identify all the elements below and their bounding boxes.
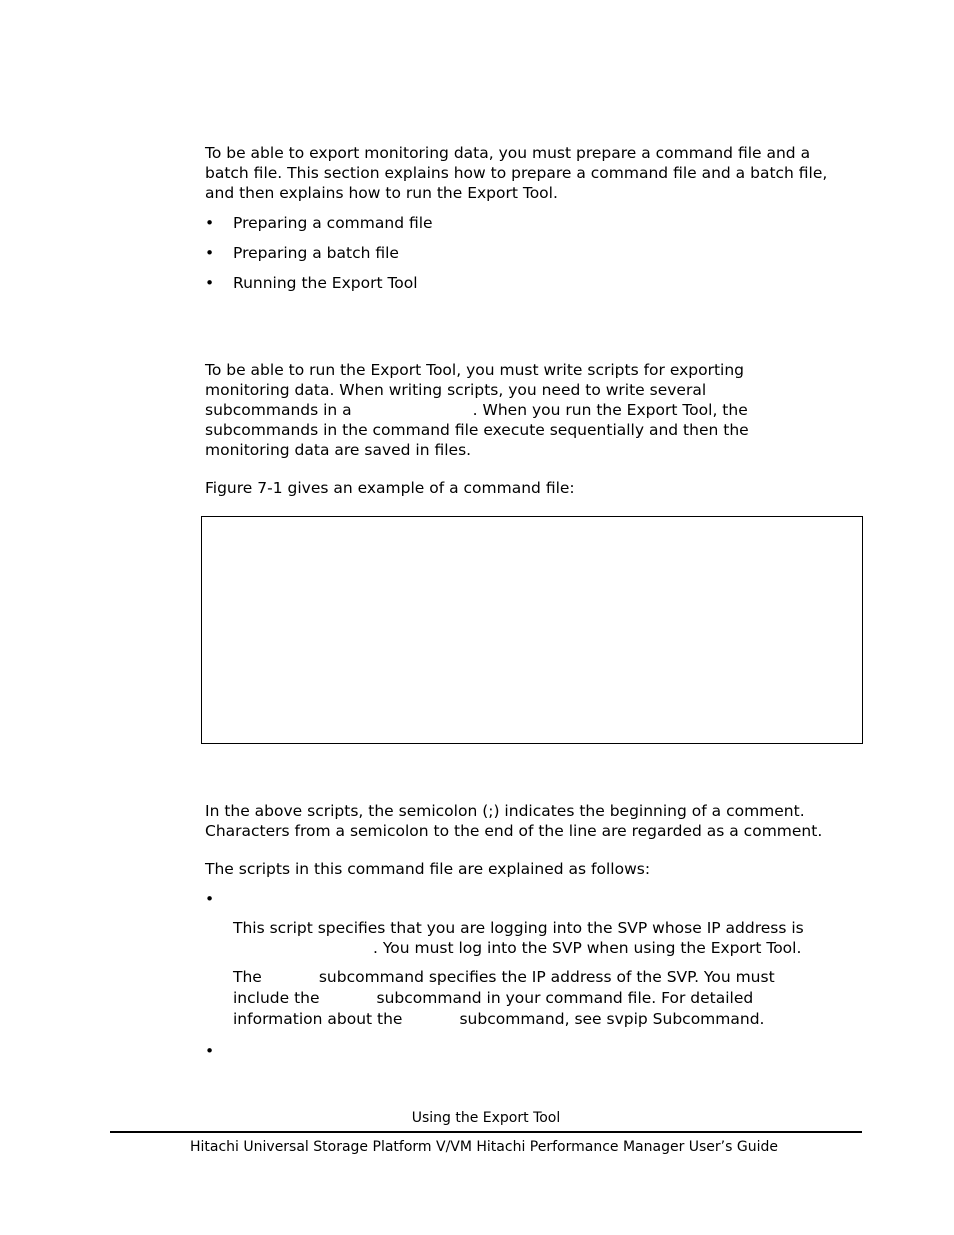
footer-divider	[110, 1131, 862, 1133]
svpip-line-1-start: The	[233, 968, 262, 986]
bullet-icon: •	[205, 1042, 215, 1060]
command-file-example-box	[201, 516, 863, 744]
figure-caption: Figure 7-1 gives an example of a command file:	[205, 479, 575, 497]
list-item-label: Preparing a command file	[233, 214, 433, 232]
intro-line-1: To be able to export monitoring data, you must prepare a command file and a	[205, 144, 811, 162]
cmd-para-line-3	[205, 400, 748, 420]
svpip-line-1	[233, 967, 775, 988]
cmd-para-line-3-start: subcommands in a	[205, 401, 352, 419]
svpip-line-2-start: include the	[233, 989, 320, 1007]
comment-para-line-2: Characters from a semicolon to the end of the line are regarded as a comment.	[205, 822, 823, 840]
cmd-para-line-2: monitoring data. When writing scripts, you need to write several	[205, 381, 707, 399]
bullet-icon: •	[205, 244, 215, 262]
svpip-line-2	[233, 988, 753, 1009]
svpip-line-3-end: subcommand, see svpip Subcommand.	[459, 1010, 765, 1028]
cmd-para-line-4: subcommands in the command file execute sequentially and then the	[205, 421, 749, 439]
bullet-icon: •	[205, 890, 215, 908]
bullet-icon: •	[205, 214, 215, 232]
intro-line-3: and then explains how to run the Export Tool.	[205, 184, 558, 202]
comment-para-line-1: In the above scripts, the semicolon (;) indicates the beginning of a comment.	[205, 802, 805, 820]
scripts-intro: The scripts in this command file are explained as follows:	[205, 860, 651, 878]
footer-guide-title: Hitachi Universal Storage Platform V/VM Hitachi Performance Manager User’s Guide	[190, 1139, 778, 1155]
intro-line-2: batch file. This section explains how to prepare a command file and a batch file,	[205, 164, 828, 182]
svp-expl-line-2-text: . You must log into the SVP when using the Export Tool.	[373, 939, 802, 957]
svpip-line-3	[233, 1009, 764, 1030]
cmd-para-line-3-end: . When you run the Export Tool, the	[472, 401, 748, 419]
svp-expl-line-2	[233, 938, 801, 959]
svpip-line-1-end: subcommand specifies the IP address of the SVP. You must	[318, 968, 775, 986]
list-item-label: Running the Export Tool	[233, 274, 418, 292]
svpip-line-3-start: information about the	[233, 1010, 403, 1028]
svp-expl-line-1: This script specifies that you are logging into the SVP whose IP address is	[233, 919, 804, 937]
list-item-label: Preparing a batch file	[233, 244, 399, 262]
svpip-line-2-end: subcommand in your command file. For detailed	[376, 989, 754, 1007]
footer-section-title: Using the Export Tool	[411, 1110, 561, 1126]
bullet-icon: •	[205, 274, 215, 292]
cmd-para-line-5: monitoring data are saved in files.	[205, 441, 472, 459]
cmd-para-line-1: To be able to run the Export Tool, you must write scripts for exporting	[205, 361, 744, 379]
